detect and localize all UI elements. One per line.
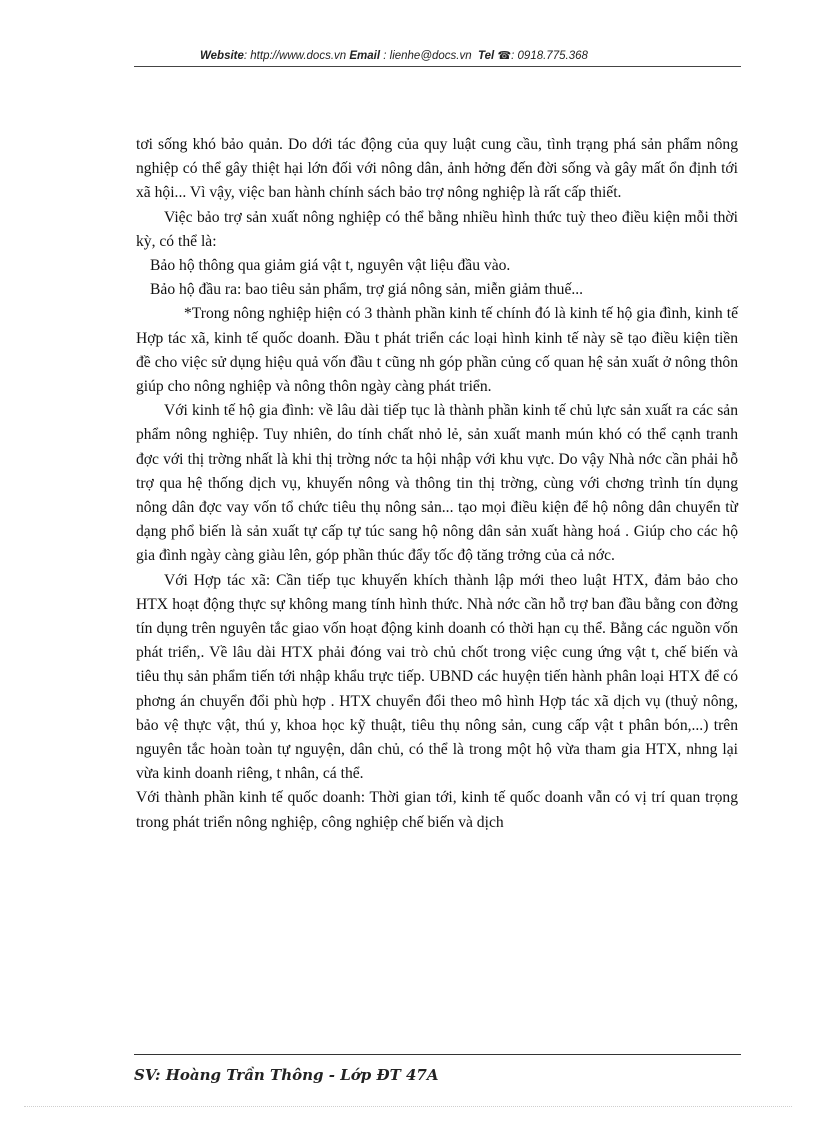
website-label: Website [200, 50, 244, 62]
paragraph-2: Việc bảo trợ sản xuất nông nghiệp có thể bằng nhiều hình thức tuỳ theo điều kiện mỗi thời kỳ, có thể là: [136, 208, 738, 250]
paragraph-4: Với kinh tế hộ gia đình: về lâu dài tiếp tục là thành phần kinh tế chủ lực sản xuất ra các sản phẩm nông nghiệp. Tuy nhiên, do tính chất nhỏ lẻ, sản xuất manh mún khó có thể cạnh tranh đợc với thị trờng nhất là khi thị trờng nớc ta hội nhập với khu vực. Do vậy Nhà nớc cần phải hỗ trợ qua hệ thống dịch vụ, khuyến nông và thông tin thị trờng, cùng với chơng trình tín dụng nông dân đợc vay vốn tổ chức tiêu thụ nông sản... tạo mọi điều kiện để hộ nông dân chuyển từ dạng phổ biến là sản xuất tự cấp tự túc sang hộ nông dân sản xuất hàng hoá . Giúp cho các hộ gia đình ngày càng giàu lên, góp phần thúc đẩy tốc độ tăng trởng của cả nớc. [136, 402, 738, 565]
list-item-1: Bảo hộ thông qua giảm giá vật t, nguyên vật liệu đầu vào. [150, 257, 511, 275]
paragraph-3: *Trong nông nghiệp hiện có 3 thành phần kinh tế chính đó là kinh tế hộ gia đình, kinh tế Hợp tác xã, kinh tế quốc doanh. Đầu t phát triển các loại hình kinh tế này sẽ tạo điều kiện tiền đề cho việc sử dụng hiệu quả vốn đầu t cũng nh góp phần củng cố quan hệ sản xuất ở nông thôn giúp cho nông nghiệp và nông thôn ngày càng phát triển. [136, 305, 738, 396]
page-footer [134, 1054, 741, 1095]
page-bottom-divider [24, 1106, 792, 1107]
paragraph-5: Với Hợp tác xã: Cần tiếp tục khuyến khích thành lập mới theo luật HTX, đảm bảo cho HTX hoạt động thực sự không mang tính hình thức. Nhà nớc cần hỗ trợ ban đầu bằng con đờng tín dụng trên nguyên tắc giao vốn hoạt động kinh doanh có thời hạn cụ thể. Bằng các nguồn vốn phát triển,. Về lâu dài HTX phải đóng vai trò chủ chốt trong việc cung ứng vật t, chế biến và tiêu thụ sản phẩm tiến tới nhập khẩu trực tiếp. UBND các huyện tiến hành phân loại HTX để có phơng án chuyển đổi phù hợp . HTX chuyển đổi theo mô hình Hợp tác xã dịch vụ (thuỷ nông, bảo vệ thực vật, thú y, khoa học kỹ thuật, tiêu thụ nông sản, cung cấp vật t phân bón,...) trên nguyên tắc hoàn toàn tự nguyện, dân chủ, có thể là trong một hộ vừa tham gia HTX, nhng lại vừa kinh doanh riêng, t nhân, cá thể. [136, 571, 738, 783]
tel-label: Tel [478, 50, 495, 62]
page-header [134, 44, 741, 67]
paragraph-6: Với thành phần kinh tế quốc doanh: Thời gian tới, kinh tế quốc doanh vẫn có vị trí quan trọng trong phát triển nông nghiệp, công nghiệp chế biến và dịch [136, 789, 738, 831]
paragraph-1: tơi sống khó bảo quản. Do dới tác động của quy luật cung cầu, tình trạng phá sản phẩm nông nghiệp có thể gây thiệt hại lớn đối với nông dân, ảnh hởng đến đời sống và gây mất ổn định tới xã hội... Vì vậy, việc ban hành chính sách bảo trợ nông nghiệp là rất cấp thiết. [136, 136, 738, 202]
tel-value: : 0918.775.368 [511, 50, 588, 62]
phone-icon: ☎ [497, 50, 512, 62]
footer-author: SV: Hoàng Trần Thông - Lớp ĐT 47A [134, 1066, 439, 1084]
body-text [136, 133, 738, 835]
list-item-2: Bảo hộ đầu ra: bao tiêu sản phẩm, trợ giá nông sản, miễn giảm thuế... [150, 281, 584, 299]
header-contact-line [200, 49, 588, 62]
website-link[interactable]: : http://www.docs.vn [243, 50, 347, 62]
email-label: Email [349, 50, 381, 62]
email-link[interactable]: : lienhe@docs.vn [383, 50, 472, 62]
